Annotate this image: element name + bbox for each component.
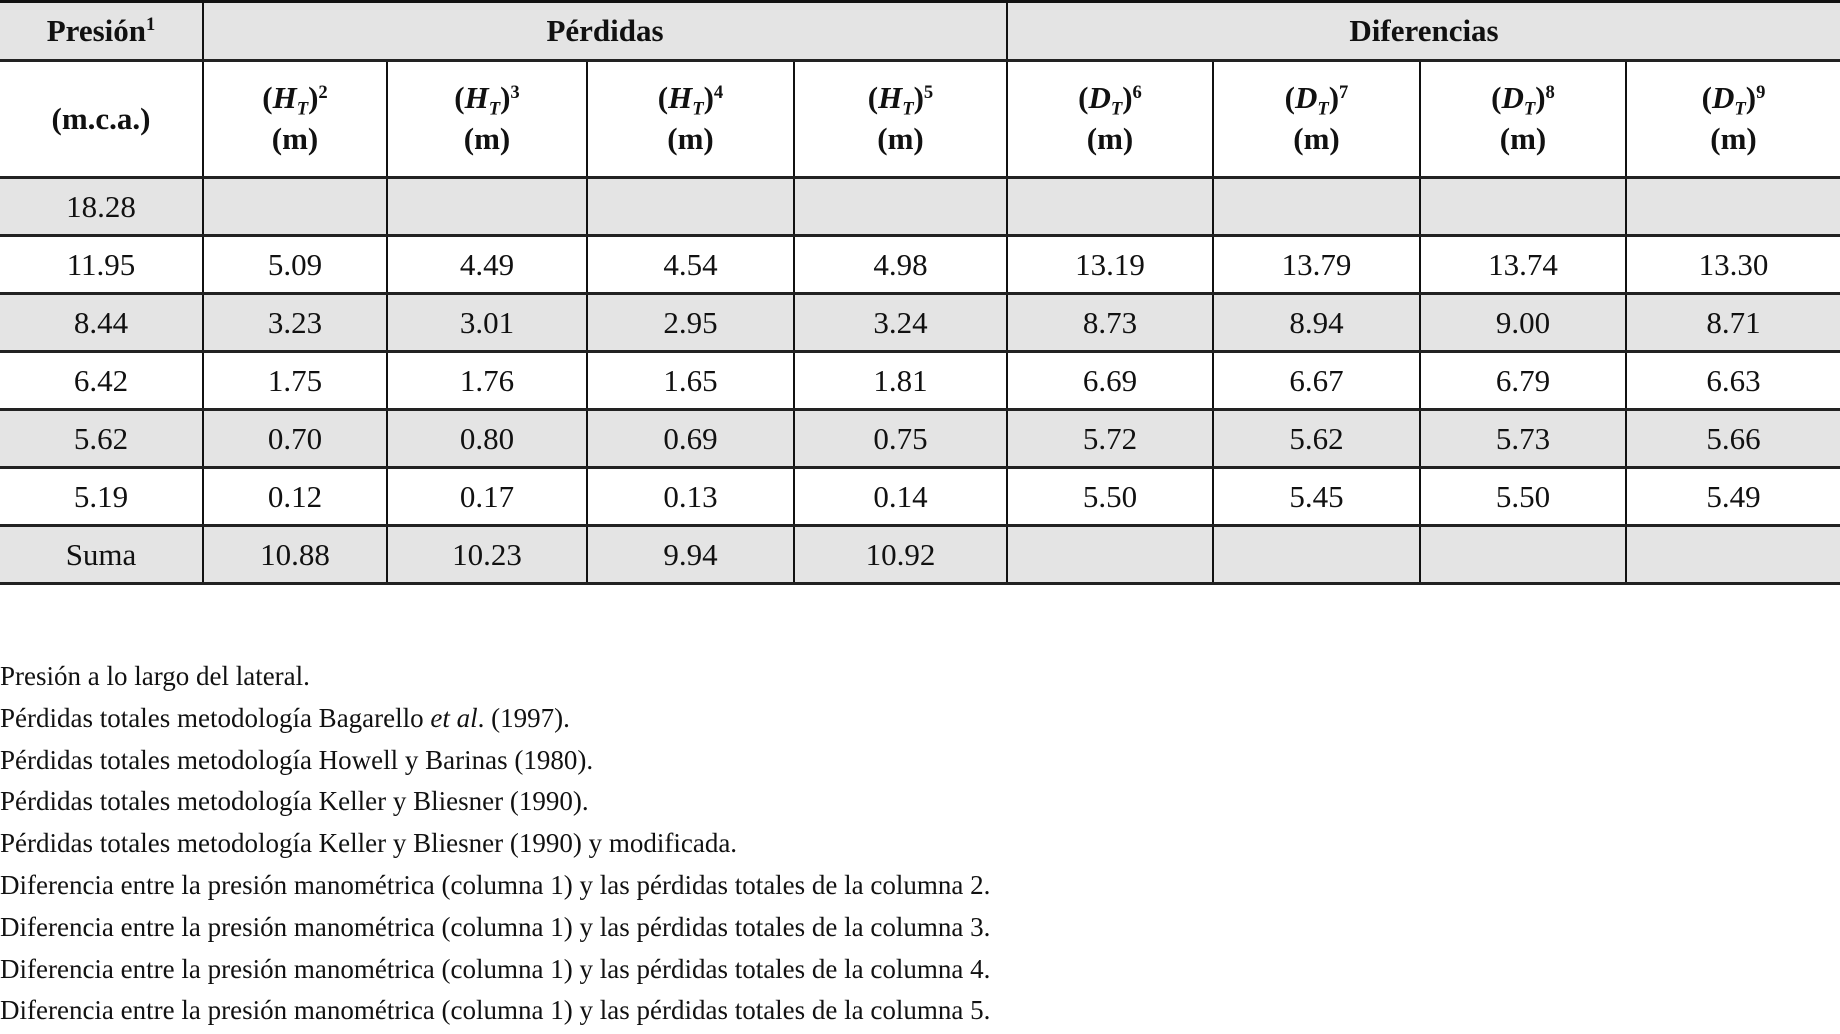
table-cell: [1626, 526, 1840, 584]
footnote-4: Pérdidas totales metodología Keller y Bliesner (1990).: [0, 786, 589, 817]
cell-pressure: Suma: [0, 526, 203, 584]
table-cell: 0.75: [794, 410, 1007, 468]
table-cell: [1420, 526, 1626, 584]
table-row: [0, 178, 1840, 236]
table-cell: 6.67: [1213, 352, 1420, 410]
table-cell: 5.50: [1420, 468, 1626, 526]
table-cell: 5.66: [1626, 410, 1840, 468]
table-row: [0, 468, 1840, 526]
header-col-4: $(H_T)^4$ (m): [587, 61, 794, 178]
footnote-5: Pérdidas totales metodología Keller y Bliesner (1990) y modificada.: [0, 828, 738, 859]
header-pressure: Presión$^1$: [0, 2, 203, 61]
table-cell: 5.09: [203, 236, 387, 294]
footnote-text: Pérdidas totales metodología Bagarello: [0, 702, 431, 733]
table-cell: 13.19: [1007, 236, 1213, 294]
table-cell: 13.79: [1213, 236, 1420, 294]
table-cell: [1007, 178, 1213, 236]
footnote-9: Diferencia entre la presión manométrica (columna 1) y las pérdidas totales de la columna 5.: [0, 995, 991, 1026]
unit-header-row: [0, 61, 1840, 178]
header-losses: Pérdidas: [203, 2, 1007, 61]
table-row: [0, 410, 1840, 468]
table-cell: [794, 178, 1007, 236]
table-cell: 5.45: [1213, 468, 1420, 526]
header-col-8: $(D_T)^8$ (m): [1420, 61, 1626, 178]
table-cell: 8.71: [1626, 294, 1840, 352]
footnote-text: . (1997).: [477, 702, 570, 733]
table-cell: 13.30: [1626, 236, 1840, 294]
table-cell: [1420, 178, 1626, 236]
table-cell: 6.69: [1007, 352, 1213, 410]
table-cell: 0.70: [203, 410, 387, 468]
table-cell: 5.72: [1007, 410, 1213, 468]
table-cell: [203, 178, 387, 236]
table-cell: [1213, 178, 1420, 236]
table-cell: [1626, 178, 1840, 236]
table-cell: 9.94: [587, 526, 794, 584]
footnote-1: Presión a lo largo del lateral.: [0, 661, 310, 691]
table-cell: 4.49: [387, 236, 587, 294]
footnote-2: [0, 698, 990, 740]
table-cell: 6.79: [1420, 352, 1626, 410]
table-body: [0, 178, 1840, 584]
header-col-6: $(D_T)^6$ (m): [1007, 61, 1213, 178]
table-cell: 8.94: [1213, 294, 1420, 352]
table-cell: 1.65: [587, 352, 794, 410]
table-row-sum: [0, 526, 1840, 584]
header-differences: Diferencias: [1007, 2, 1840, 61]
table-cell: 10.88: [203, 526, 387, 584]
table-cell: 5.50: [1007, 468, 1213, 526]
footnote-italic-text: et al: [430, 702, 478, 733]
table-cell: 0.14: [794, 468, 1007, 526]
table-cell: 8.73: [1007, 294, 1213, 352]
table-cell: [387, 178, 587, 236]
footnote-8: Diferencia entre la presión manométrica (columna 1) y las pérdidas totales de la columna 4.: [0, 953, 991, 984]
table-cell: 13.74: [1420, 236, 1626, 294]
table-cell: 10.92: [794, 526, 1007, 584]
header-pressure-unit: (m.c.a.): [0, 61, 203, 178]
table-cell: 5.62: [1213, 410, 1420, 468]
table-cell: 4.98: [794, 236, 1007, 294]
header-col-9: $(D_T)^9$ (m): [1626, 61, 1840, 178]
cell-pressure: 11.95: [0, 236, 203, 294]
header-col-2: $(H_T)^2$ (m): [203, 61, 387, 178]
table-cell: 0.12: [203, 468, 387, 526]
cell-pressure: 6.42: [0, 352, 203, 410]
header-col-5: $(H_T)^5$ (m): [794, 61, 1007, 178]
header-col-7: $(D_T)^7$ (m): [1213, 61, 1420, 178]
table-row: [0, 294, 1840, 352]
table-cell: 5.73: [1420, 410, 1626, 468]
footnote-6: Diferencia entre la presión manométrica (columna 1) y las pérdidas totales de la columna 2.: [0, 869, 991, 900]
table-cell: 3.23: [203, 294, 387, 352]
table-cell: 1.76: [387, 352, 587, 410]
group-header-row: [0, 2, 1840, 61]
table-cell: 1.75: [203, 352, 387, 410]
table-cell: 0.69: [587, 410, 794, 468]
table-cell: 0.17: [387, 468, 587, 526]
table-cell: 3.01: [387, 294, 587, 352]
cell-pressure: 8.44: [0, 294, 203, 352]
table-row: [0, 236, 1840, 294]
table-cell: 3.24: [794, 294, 1007, 352]
footnote-7: Diferencia entre la presión manométrica (columna 1) y las pérdidas totales de la columna 3.: [0, 911, 991, 942]
table-row: [0, 352, 1840, 410]
table-cell: 0.13: [587, 468, 794, 526]
table-cell: 0.80: [387, 410, 587, 468]
table-cell: 5.49: [1626, 468, 1840, 526]
cell-pressure: 18.28: [0, 178, 203, 236]
table-cell: [587, 178, 794, 236]
cell-pressure: 5.62: [0, 410, 203, 468]
table-cell: 9.00: [1420, 294, 1626, 352]
header-col-3: $(H_T)^3$ (m): [387, 61, 587, 178]
table-cell: [1213, 526, 1420, 584]
cell-pressure: 5.19: [0, 468, 203, 526]
table-cell: 10.23: [387, 526, 587, 584]
table-cell: 4.54: [587, 236, 794, 294]
table-cell: [1007, 526, 1213, 584]
table-cell: 2.95: [587, 294, 794, 352]
footnote-3: Pérdidas totales metodología Howell y Barinas (1980).: [0, 744, 594, 775]
table-cell: 1.81: [794, 352, 1007, 410]
table-cell: 6.63: [1626, 352, 1840, 410]
footnotes: [0, 656, 990, 1032]
